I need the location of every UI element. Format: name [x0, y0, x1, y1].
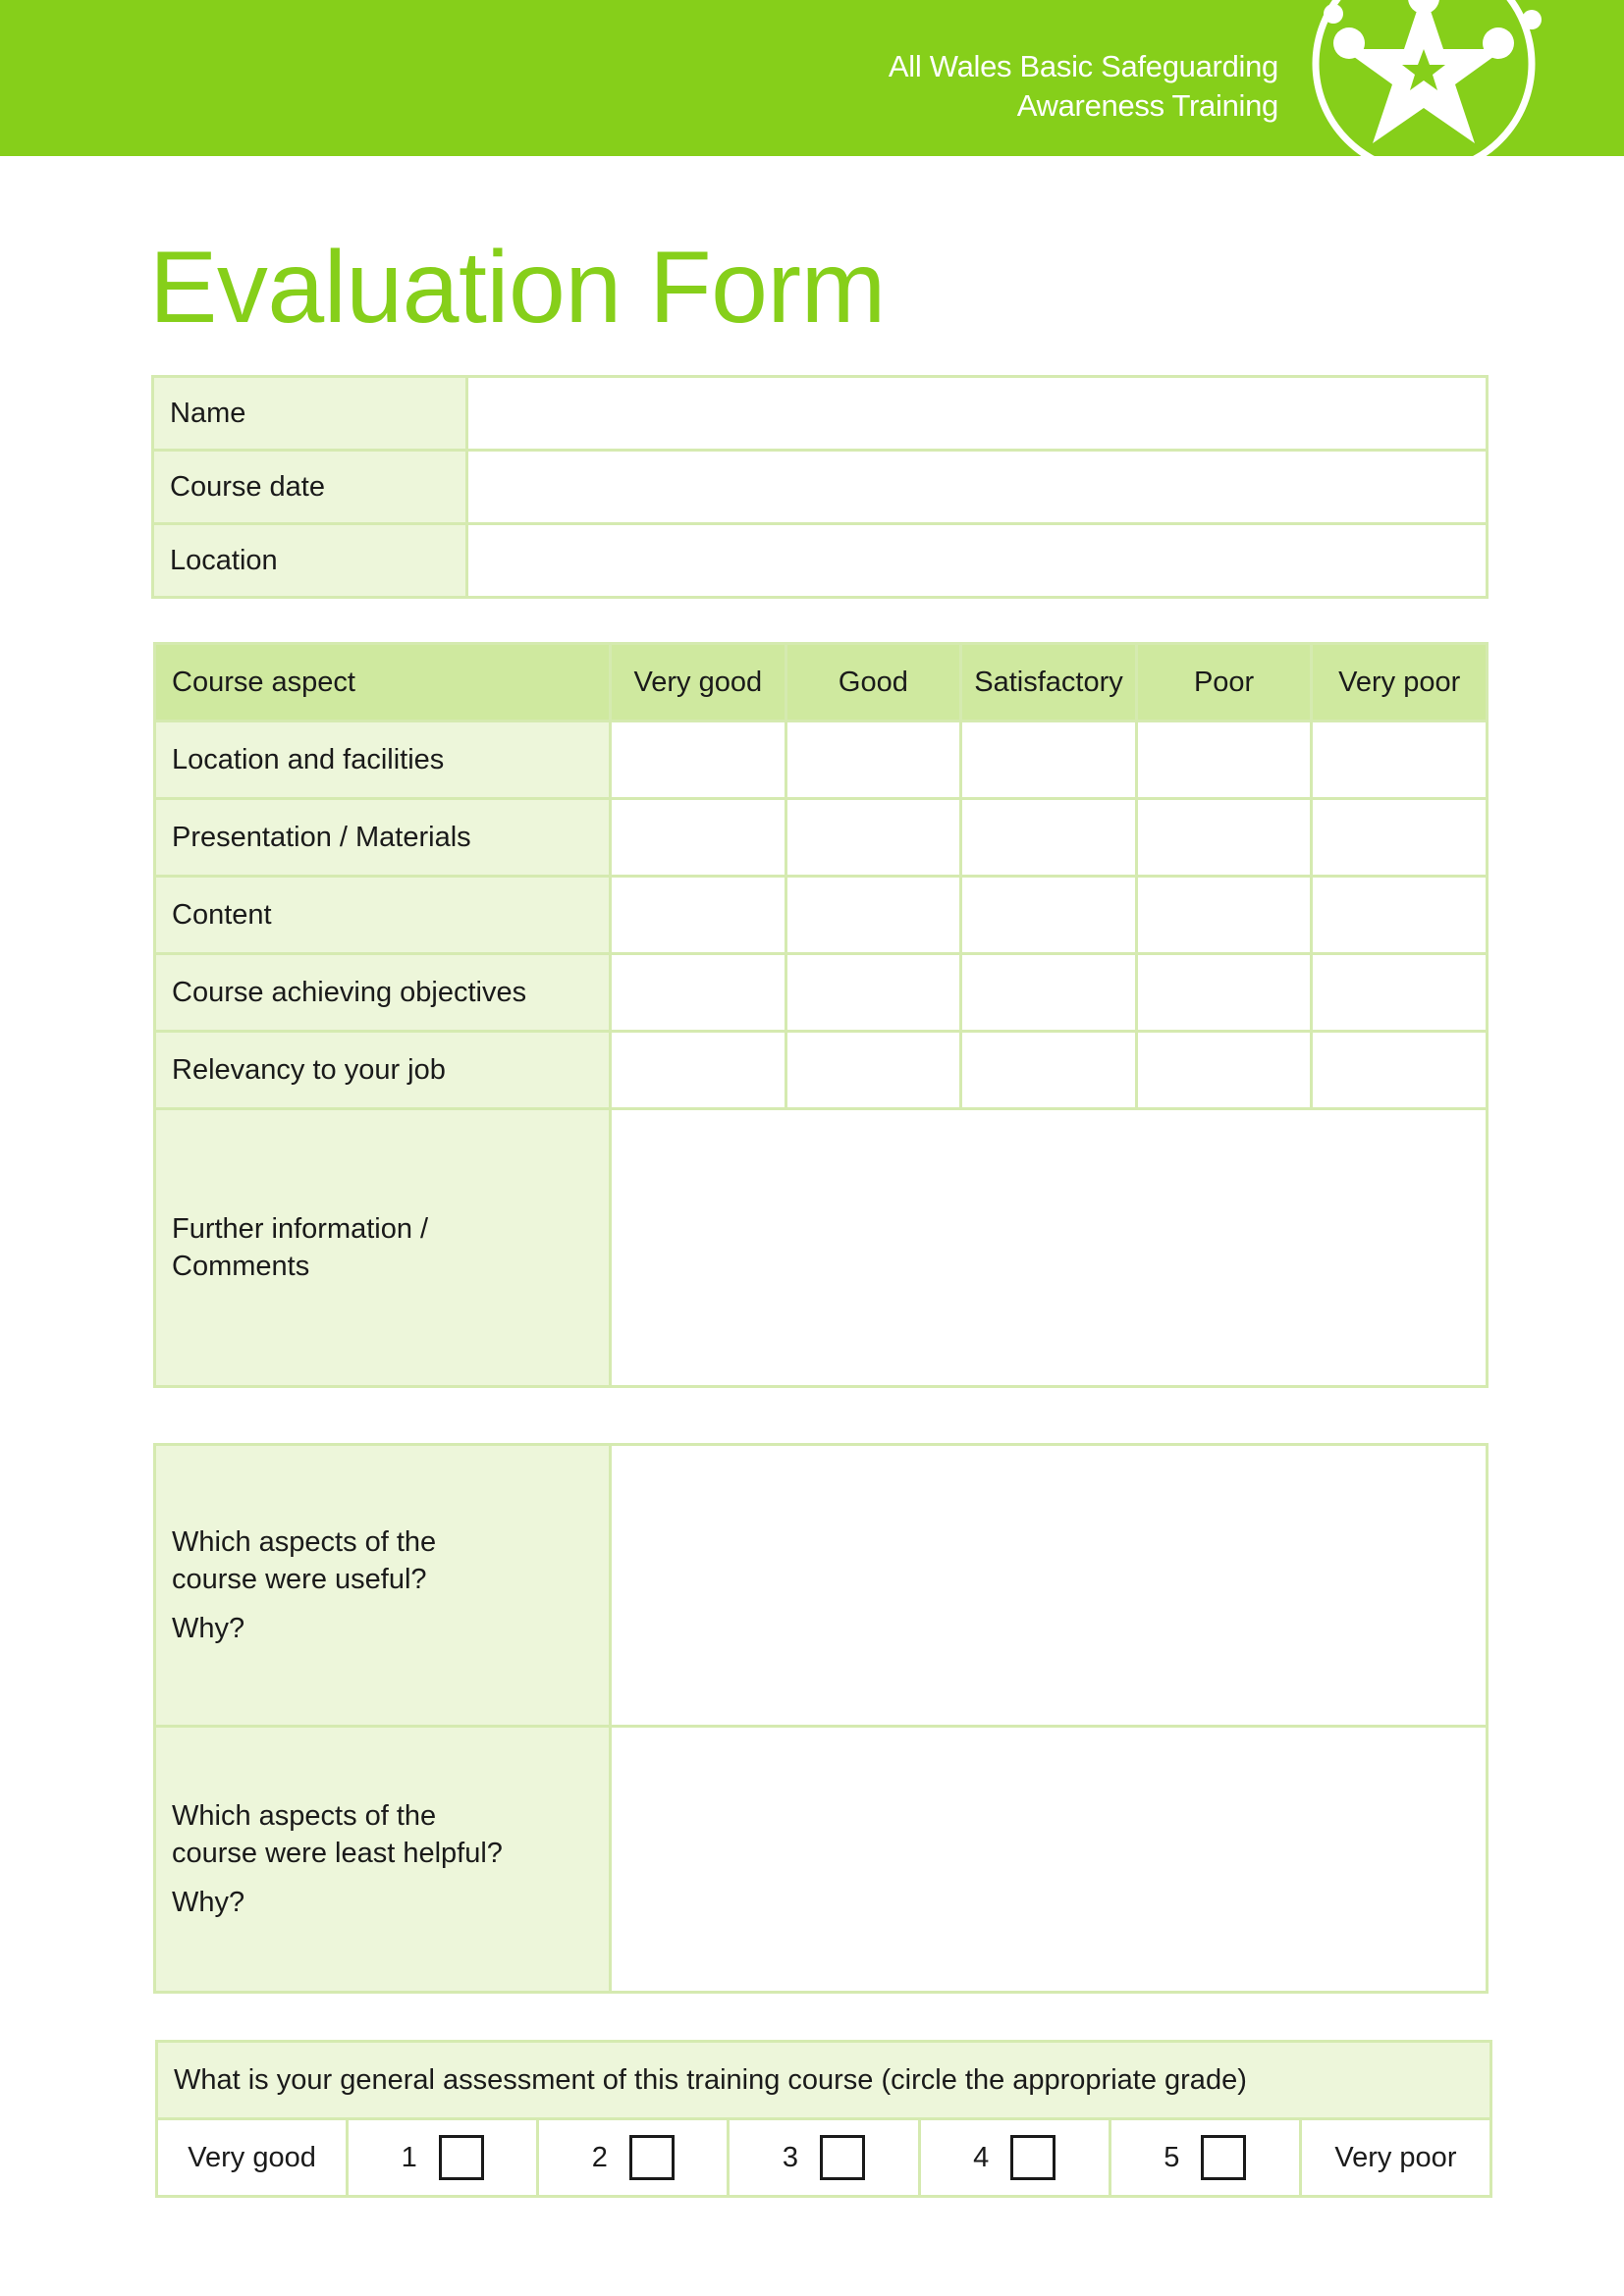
- rating-cell[interactable]: [785, 721, 961, 799]
- rating-cell[interactable]: [611, 721, 786, 799]
- rating-cell[interactable]: [611, 799, 786, 877]
- poor-header: Poor: [1136, 644, 1312, 721]
- rating-cell[interactable]: [611, 1032, 786, 1109]
- header-banner: [0, 0, 1624, 156]
- location-field[interactable]: [467, 524, 1488, 598]
- page-title: Evaluation Form: [149, 231, 886, 345]
- very-poor-grade-label: Very poor: [1300, 2119, 1490, 2197]
- course-rating-table: [153, 642, 1489, 1388]
- star-people-logo-icon: [1296, 0, 1551, 156]
- location-row: [153, 524, 1488, 598]
- course-date-label: Course date: [153, 451, 467, 524]
- comments-row: [155, 1109, 1488, 1387]
- grade-number: 2: [591, 2141, 608, 2173]
- organisation-name: [889, 47, 1278, 126]
- grade-row: [157, 2119, 1491, 2197]
- grade-option-1[interactable]: [348, 2119, 538, 2197]
- personal-details-table: [151, 375, 1489, 599]
- aspect-label: Content: [155, 877, 611, 954]
- least-helpful-label: [155, 1727, 611, 1993]
- good-header: Good: [785, 644, 961, 721]
- rating-cell[interactable]: [611, 954, 786, 1032]
- least-question-line-2: course were least helpful?: [172, 1838, 503, 1869]
- course-date-field[interactable]: [467, 451, 1488, 524]
- least-why-label: Why?: [172, 1887, 245, 1918]
- assessment-prompt: What is your general assessment of this training course (circle the appropriate grade): [157, 2042, 1491, 2119]
- useful-aspects-row: [155, 1445, 1488, 1727]
- grade-option-5[interactable]: [1110, 2119, 1300, 2197]
- org-line-1: All Wales Basic Safeguarding: [888, 49, 1278, 83]
- rating-cell[interactable]: [1136, 877, 1312, 954]
- course-aspect-header: Course aspect: [155, 644, 611, 721]
- grade-checkbox[interactable]: [1201, 2135, 1246, 2180]
- table-row: [155, 799, 1488, 877]
- comments-field[interactable]: [611, 1109, 1488, 1387]
- org-line-2: Awareness Training: [1016, 88, 1278, 123]
- table-row: [155, 877, 1488, 954]
- useful-aspects-label: [155, 1445, 611, 1727]
- grade-option-4[interactable]: [919, 2119, 1110, 2197]
- aspect-label: Course achieving objectives: [155, 954, 611, 1032]
- rating-cell[interactable]: [611, 877, 786, 954]
- rating-cell[interactable]: [1312, 1032, 1488, 1109]
- very-good-header: Very good: [611, 644, 786, 721]
- comments-label-line-2: Comments: [172, 1251, 310, 1282]
- aspect-label: Location and facilities: [155, 721, 611, 799]
- grade-checkbox[interactable]: [629, 2135, 675, 2180]
- useful-question-line-1: Which aspects of the: [172, 1526, 437, 1558]
- grade-option-2[interactable]: [538, 2119, 729, 2197]
- feedback-questions-table: [153, 1443, 1489, 1994]
- course-date-row: [153, 451, 1488, 524]
- aspect-label: Relevancy to your job: [155, 1032, 611, 1109]
- grade-number: 3: [782, 2141, 799, 2173]
- very-good-grade-label: Very good: [157, 2119, 348, 2197]
- name-row: [153, 377, 1488, 451]
- rating-cell[interactable]: [785, 799, 961, 877]
- grade-checkbox[interactable]: [820, 2135, 865, 2180]
- rating-cell[interactable]: [1312, 954, 1488, 1032]
- general-assessment-table: [155, 2040, 1492, 2198]
- useful-question-line-2: course were useful?: [172, 1564, 427, 1595]
- location-label: Location: [153, 524, 467, 598]
- least-helpful-field[interactable]: [611, 1727, 1488, 1993]
- rating-cell[interactable]: [1136, 799, 1312, 877]
- rating-cell[interactable]: [1136, 1032, 1312, 1109]
- rating-cell[interactable]: [961, 1032, 1137, 1109]
- grade-option-3[interactable]: [729, 2119, 919, 2197]
- rating-cell[interactable]: [1312, 877, 1488, 954]
- assessment-prompt-row: [157, 2042, 1491, 2119]
- rating-cell[interactable]: [961, 799, 1137, 877]
- useful-aspects-field[interactable]: [611, 1445, 1488, 1727]
- rating-header-row: [155, 644, 1488, 721]
- rating-cell[interactable]: [785, 877, 961, 954]
- table-row: [155, 1032, 1488, 1109]
- rating-cell[interactable]: [1136, 721, 1312, 799]
- very-poor-header: Very poor: [1312, 644, 1488, 721]
- rating-cell[interactable]: [1136, 954, 1312, 1032]
- comments-label-line-1: Further information /: [172, 1213, 429, 1245]
- least-helpful-row: [155, 1727, 1488, 1993]
- rating-cell[interactable]: [1312, 721, 1488, 799]
- name-label: Name: [153, 377, 467, 451]
- rating-cell[interactable]: [785, 1032, 961, 1109]
- grade-number: 1: [401, 2141, 417, 2173]
- aspect-label: Presentation / Materials: [155, 799, 611, 877]
- table-row: [155, 954, 1488, 1032]
- rating-cell[interactable]: [961, 954, 1137, 1032]
- name-field[interactable]: [467, 377, 1488, 451]
- grade-checkbox[interactable]: [1010, 2135, 1056, 2180]
- least-question-line-1: Which aspects of the: [172, 1800, 437, 1832]
- grade-number: 5: [1164, 2141, 1180, 2173]
- rating-cell[interactable]: [1312, 799, 1488, 877]
- grade-number: 4: [973, 2141, 990, 2173]
- rating-cell[interactable]: [961, 877, 1137, 954]
- grade-checkbox[interactable]: [439, 2135, 484, 2180]
- rating-cell[interactable]: [785, 954, 961, 1032]
- useful-why-label: Why?: [172, 1613, 245, 1644]
- comments-label: [155, 1109, 611, 1387]
- table-row: [155, 721, 1488, 799]
- rating-cell[interactable]: [961, 721, 1137, 799]
- satisfactory-header: Satisfactory: [961, 644, 1137, 721]
